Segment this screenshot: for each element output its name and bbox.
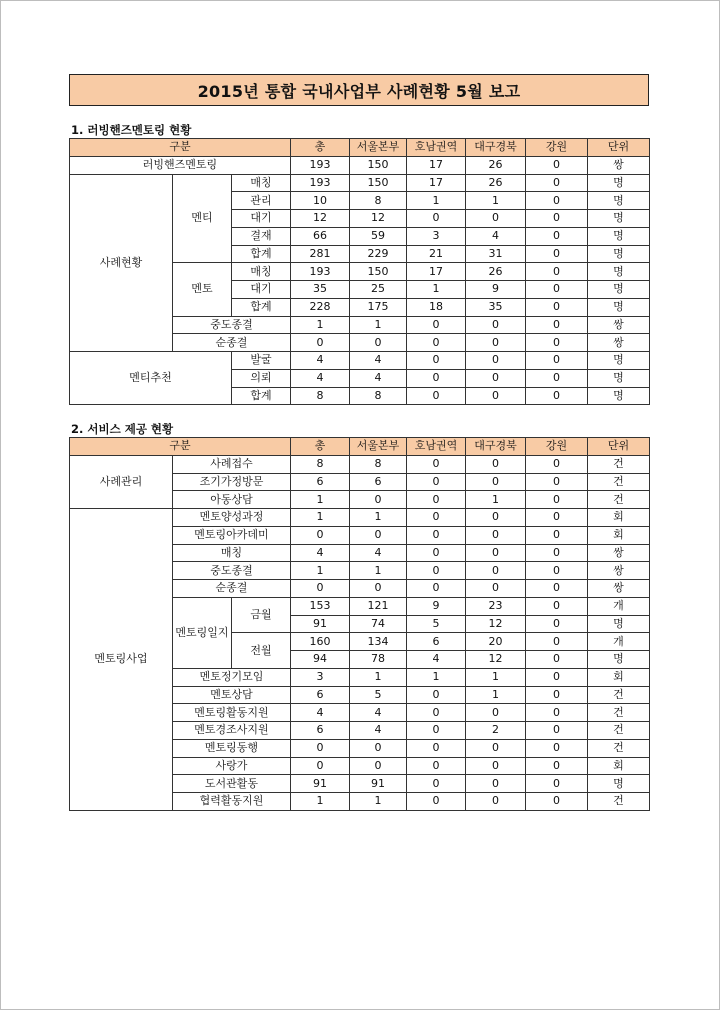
daegu-cell: 0 [466, 455, 526, 473]
row-label: 중도종결 [173, 316, 291, 334]
honam-cell: 0 [407, 793, 466, 811]
unit-cell: 명 [588, 369, 650, 387]
honam-cell: 0 [407, 704, 466, 722]
seoul-cell: 12 [350, 210, 407, 228]
total-cell: 6 [291, 473, 350, 491]
total-cell: 1 [291, 562, 350, 580]
unit-cell: 건 [588, 722, 650, 740]
unit-cell: 명 [588, 775, 650, 793]
col-header-daegu: 대구경북 [466, 139, 526, 157]
daegu-cell: 0 [466, 580, 526, 598]
seoul-cell: 4 [350, 704, 407, 722]
daegu-cell: 35 [466, 298, 526, 316]
daegu-cell: 26 [466, 263, 526, 281]
total-cell: 35 [291, 281, 350, 299]
table-header-row [70, 139, 650, 157]
honam-cell: 18 [407, 298, 466, 316]
seoul-cell: 1 [350, 562, 407, 580]
gangwon-cell: 0 [526, 686, 588, 704]
gangwon-cell: 0 [526, 597, 588, 615]
total-cell: 3 [291, 668, 350, 686]
unit-cell: 건 [588, 704, 650, 722]
gangwon-cell: 0 [526, 156, 588, 174]
unit-cell: 쌍 [588, 562, 650, 580]
daegu-cell: 0 [466, 526, 526, 544]
row-label: 협력활동지원 [173, 793, 291, 811]
seoul-cell: 8 [350, 455, 407, 473]
unit-cell: 명 [588, 615, 650, 633]
total-cell: 160 [291, 633, 350, 651]
seoul-cell: 0 [350, 334, 407, 352]
unit-cell: 명 [588, 281, 650, 299]
row-label: 멘토링아카데미 [173, 526, 291, 544]
row-label: 대기 [232, 210, 291, 228]
row-label: 멘토링동행 [173, 739, 291, 757]
honam-cell: 0 [407, 544, 466, 562]
daegu-cell: 9 [466, 281, 526, 299]
total-cell: 193 [291, 156, 350, 174]
seoul-cell: 0 [350, 526, 407, 544]
total-cell: 0 [291, 526, 350, 544]
row-label: 멘토상담 [173, 686, 291, 704]
seoul-cell: 150 [350, 156, 407, 174]
col-header-category: 구분 [70, 438, 291, 456]
unit-cell: 명 [588, 352, 650, 370]
total-cell: 153 [291, 597, 350, 615]
seoul-cell: 4 [350, 544, 407, 562]
unit-cell: 회 [588, 526, 650, 544]
daegu-cell: 23 [466, 597, 526, 615]
seoul-cell: 1 [350, 668, 407, 686]
total-cell: 8 [291, 455, 350, 473]
daegu-cell: 20 [466, 633, 526, 651]
gangwon-cell: 0 [526, 793, 588, 811]
row-label: 러빙핸즈멘토링 [70, 156, 291, 174]
document-title: 2015년 통합 국내사업부 사례현황 5월 보고 [69, 74, 649, 106]
gangwon-cell: 0 [526, 580, 588, 598]
total-cell: 4 [291, 369, 350, 387]
col-header-category: 구분 [70, 139, 291, 157]
honam-cell: 0 [407, 562, 466, 580]
total-cell: 193 [291, 174, 350, 192]
gangwon-cell: 0 [526, 491, 588, 509]
daegu-cell: 4 [466, 227, 526, 245]
row-label: 관리 [232, 192, 291, 210]
total-cell: 193 [291, 263, 350, 281]
row-label: 멘토경조사지원 [173, 722, 291, 740]
daegu-cell: 0 [466, 334, 526, 352]
seoul-cell: 1 [350, 793, 407, 811]
total-cell: 12 [291, 210, 350, 228]
daegu-cell: 0 [466, 562, 526, 580]
seoul-cell: 4 [350, 352, 407, 370]
group-label-case-management: 사례관리 [70, 455, 173, 508]
honam-cell: 0 [407, 757, 466, 775]
total-cell: 91 [291, 615, 350, 633]
unit-cell: 쌍 [588, 156, 650, 174]
seoul-cell: 121 [350, 597, 407, 615]
col-header-seoul: 서울본부 [350, 139, 407, 157]
unit-cell: 쌍 [588, 544, 650, 562]
row-label: 결재 [232, 227, 291, 245]
daegu-cell: 0 [466, 210, 526, 228]
gangwon-cell: 0 [526, 298, 588, 316]
unit-cell: 건 [588, 793, 650, 811]
daegu-cell: 2 [466, 722, 526, 740]
honam-cell: 0 [407, 334, 466, 352]
gangwon-cell: 0 [526, 245, 588, 263]
unit-cell: 개 [588, 633, 650, 651]
seoul-cell: 78 [350, 651, 407, 669]
daegu-cell: 0 [466, 757, 526, 775]
unit-cell: 건 [588, 491, 650, 509]
seoul-cell: 175 [350, 298, 407, 316]
total-cell: 1 [291, 509, 350, 527]
row-label: 합계 [232, 245, 291, 263]
honam-cell: 0 [407, 473, 466, 491]
total-cell: 281 [291, 245, 350, 263]
total-cell: 4 [291, 352, 350, 370]
unit-cell: 회 [588, 668, 650, 686]
row-label: 순종결 [173, 334, 291, 352]
gangwon-cell: 0 [526, 263, 588, 281]
seoul-cell: 5 [350, 686, 407, 704]
gangwon-cell: 0 [526, 210, 588, 228]
seoul-cell: 150 [350, 174, 407, 192]
col-header-total: 총 [291, 139, 350, 157]
total-cell: 1 [291, 316, 350, 334]
honam-cell: 0 [407, 686, 466, 704]
seoul-cell: 59 [350, 227, 407, 245]
row-label: 멘토양성과정 [173, 509, 291, 527]
honam-cell: 0 [407, 722, 466, 740]
unit-cell: 회 [588, 509, 650, 527]
period-label: 금월 [232, 597, 291, 633]
unit-cell: 명 [588, 227, 650, 245]
total-cell: 0 [291, 739, 350, 757]
loving-hands-status-table [69, 138, 650, 405]
honam-cell: 0 [407, 316, 466, 334]
honam-cell: 4 [407, 651, 466, 669]
daegu-cell: 26 [466, 174, 526, 192]
row-label: 합계 [232, 387, 291, 405]
row-label: 조기가정방문 [173, 473, 291, 491]
unit-cell: 쌍 [588, 580, 650, 598]
unit-cell: 명 [588, 245, 650, 263]
daegu-cell: 0 [466, 544, 526, 562]
seoul-cell: 25 [350, 281, 407, 299]
gangwon-cell: 0 [526, 473, 588, 491]
seoul-cell: 0 [350, 580, 407, 598]
seoul-cell: 4 [350, 722, 407, 740]
daegu-cell: 12 [466, 615, 526, 633]
col-header-seoul: 서울본부 [350, 438, 407, 456]
unit-cell: 건 [588, 739, 650, 757]
total-cell: 94 [291, 651, 350, 669]
gangwon-cell: 0 [526, 775, 588, 793]
subgroup-label-mentor: 멘토 [173, 263, 232, 316]
honam-cell: 0 [407, 491, 466, 509]
group-label-mentoring-project: 멘토링사업 [70, 509, 173, 811]
period-label: 전월 [232, 633, 291, 669]
total-cell: 4 [291, 704, 350, 722]
gangwon-cell: 0 [526, 722, 588, 740]
honam-cell: 1 [407, 281, 466, 299]
honam-cell: 0 [407, 455, 466, 473]
honam-cell: 6 [407, 633, 466, 651]
unit-cell: 회 [588, 757, 650, 775]
unit-cell: 건 [588, 473, 650, 491]
honam-cell: 0 [407, 210, 466, 228]
subgroup-label-mentoring-journal: 멘토링일지 [173, 597, 232, 668]
unit-cell: 명 [588, 174, 650, 192]
gangwon-cell: 0 [526, 334, 588, 352]
table-header-row [70, 438, 650, 456]
honam-cell: 0 [407, 775, 466, 793]
group-label-mentee-recommend: 멘티추천 [70, 352, 232, 405]
gangwon-cell: 0 [526, 509, 588, 527]
section-1-heading: 1. 러빙핸즈멘토링 현황 [71, 123, 192, 137]
gangwon-cell: 0 [526, 651, 588, 669]
col-header-gangwon: 강원 [526, 139, 588, 157]
section-2-heading: 2. 서비스 제공 현황 [71, 422, 174, 436]
seoul-cell: 134 [350, 633, 407, 651]
table-row [70, 156, 650, 174]
gangwon-cell: 0 [526, 544, 588, 562]
total-cell: 0 [291, 757, 350, 775]
table-row [70, 455, 650, 473]
daegu-cell: 0 [466, 793, 526, 811]
seoul-cell: 91 [350, 775, 407, 793]
gangwon-cell: 0 [526, 562, 588, 580]
unit-cell: 건 [588, 686, 650, 704]
honam-cell: 0 [407, 526, 466, 544]
honam-cell: 0 [407, 352, 466, 370]
gangwon-cell: 0 [526, 757, 588, 775]
row-label: 대기 [232, 281, 291, 299]
daegu-cell: 0 [466, 369, 526, 387]
honam-cell: 0 [407, 580, 466, 598]
honam-cell: 21 [407, 245, 466, 263]
daegu-cell: 12 [466, 651, 526, 669]
honam-cell: 0 [407, 387, 466, 405]
total-cell: 1 [291, 793, 350, 811]
daegu-cell: 0 [466, 316, 526, 334]
table-row [70, 174, 650, 192]
total-cell: 6 [291, 722, 350, 740]
row-label: 순종결 [173, 580, 291, 598]
honam-cell: 5 [407, 615, 466, 633]
gangwon-cell: 0 [526, 526, 588, 544]
seoul-cell: 4 [350, 369, 407, 387]
gangwon-cell: 0 [526, 633, 588, 651]
total-cell: 91 [291, 775, 350, 793]
seoul-cell: 8 [350, 192, 407, 210]
unit-cell: 명 [588, 192, 650, 210]
gangwon-cell: 0 [526, 174, 588, 192]
row-label: 사례접수 [173, 455, 291, 473]
unit-cell: 명 [588, 210, 650, 228]
daegu-cell: 31 [466, 245, 526, 263]
daegu-cell: 0 [466, 775, 526, 793]
row-label: 중도종결 [173, 562, 291, 580]
gangwon-cell: 0 [526, 668, 588, 686]
service-provision-table [69, 437, 650, 811]
daegu-cell: 1 [466, 668, 526, 686]
unit-cell: 명 [588, 387, 650, 405]
daegu-cell: 26 [466, 156, 526, 174]
unit-cell: 개 [588, 597, 650, 615]
gangwon-cell: 0 [526, 739, 588, 757]
col-header-honam: 호남권역 [407, 438, 466, 456]
honam-cell: 17 [407, 263, 466, 281]
col-header-gangwon: 강원 [526, 438, 588, 456]
seoul-cell: 0 [350, 739, 407, 757]
subgroup-label-mentee: 멘티 [173, 174, 232, 263]
honam-cell: 9 [407, 597, 466, 615]
daegu-cell: 1 [466, 491, 526, 509]
table-row [70, 509, 650, 527]
unit-cell: 쌍 [588, 334, 650, 352]
total-cell: 0 [291, 334, 350, 352]
seoul-cell: 0 [350, 491, 407, 509]
seoul-cell: 0 [350, 757, 407, 775]
gangwon-cell: 0 [526, 369, 588, 387]
col-header-daegu: 대구경북 [466, 438, 526, 456]
seoul-cell: 6 [350, 473, 407, 491]
honam-cell: 0 [407, 739, 466, 757]
unit-cell: 명 [588, 298, 650, 316]
gangwon-cell: 0 [526, 227, 588, 245]
honam-cell: 0 [407, 509, 466, 527]
row-label: 멘토정기모임 [173, 668, 291, 686]
seoul-cell: 229 [350, 245, 407, 263]
gangwon-cell: 0 [526, 352, 588, 370]
row-label: 발굴 [232, 352, 291, 370]
daegu-cell: 0 [466, 509, 526, 527]
col-header-unit: 단위 [588, 438, 650, 456]
gangwon-cell: 0 [526, 387, 588, 405]
honam-cell: 1 [407, 668, 466, 686]
daegu-cell: 1 [466, 192, 526, 210]
col-header-honam: 호남권역 [407, 139, 466, 157]
honam-cell: 17 [407, 156, 466, 174]
gangwon-cell: 0 [526, 281, 588, 299]
gangwon-cell: 0 [526, 192, 588, 210]
total-cell: 66 [291, 227, 350, 245]
seoul-cell: 8 [350, 387, 407, 405]
honam-cell: 0 [407, 369, 466, 387]
unit-cell: 명 [588, 651, 650, 669]
gangwon-cell: 0 [526, 704, 588, 722]
row-label: 사랑가 [173, 757, 291, 775]
honam-cell: 3 [407, 227, 466, 245]
gangwon-cell: 0 [526, 455, 588, 473]
col-header-unit: 단위 [588, 139, 650, 157]
daegu-cell: 0 [466, 387, 526, 405]
daegu-cell: 0 [466, 704, 526, 722]
col-header-total: 총 [291, 438, 350, 456]
row-label: 합계 [232, 298, 291, 316]
seoul-cell: 150 [350, 263, 407, 281]
total-cell: 228 [291, 298, 350, 316]
gangwon-cell: 0 [526, 316, 588, 334]
table-row [70, 352, 650, 370]
gangwon-cell: 0 [526, 615, 588, 633]
seoul-cell: 74 [350, 615, 407, 633]
row-label: 멘토링활동지원 [173, 704, 291, 722]
daegu-cell: 1 [466, 686, 526, 704]
unit-cell: 쌍 [588, 316, 650, 334]
total-cell: 8 [291, 387, 350, 405]
total-cell: 0 [291, 580, 350, 598]
total-cell: 4 [291, 544, 350, 562]
total-cell: 10 [291, 192, 350, 210]
daegu-cell: 0 [466, 352, 526, 370]
daegu-cell: 0 [466, 473, 526, 491]
total-cell: 1 [291, 491, 350, 509]
row-label: 매칭 [232, 174, 291, 192]
honam-cell: 17 [407, 174, 466, 192]
row-label: 매칭 [232, 263, 291, 281]
total-cell: 6 [291, 686, 350, 704]
row-label: 의뢰 [232, 369, 291, 387]
seoul-cell: 1 [350, 316, 407, 334]
unit-cell: 건 [588, 455, 650, 473]
row-label: 아동상담 [173, 491, 291, 509]
row-label: 매칭 [173, 544, 291, 562]
daegu-cell: 0 [466, 739, 526, 757]
seoul-cell: 1 [350, 509, 407, 527]
unit-cell: 명 [588, 263, 650, 281]
honam-cell: 1 [407, 192, 466, 210]
row-label: 도서관활동 [173, 775, 291, 793]
group-label-case-status: 사례현황 [70, 174, 173, 352]
